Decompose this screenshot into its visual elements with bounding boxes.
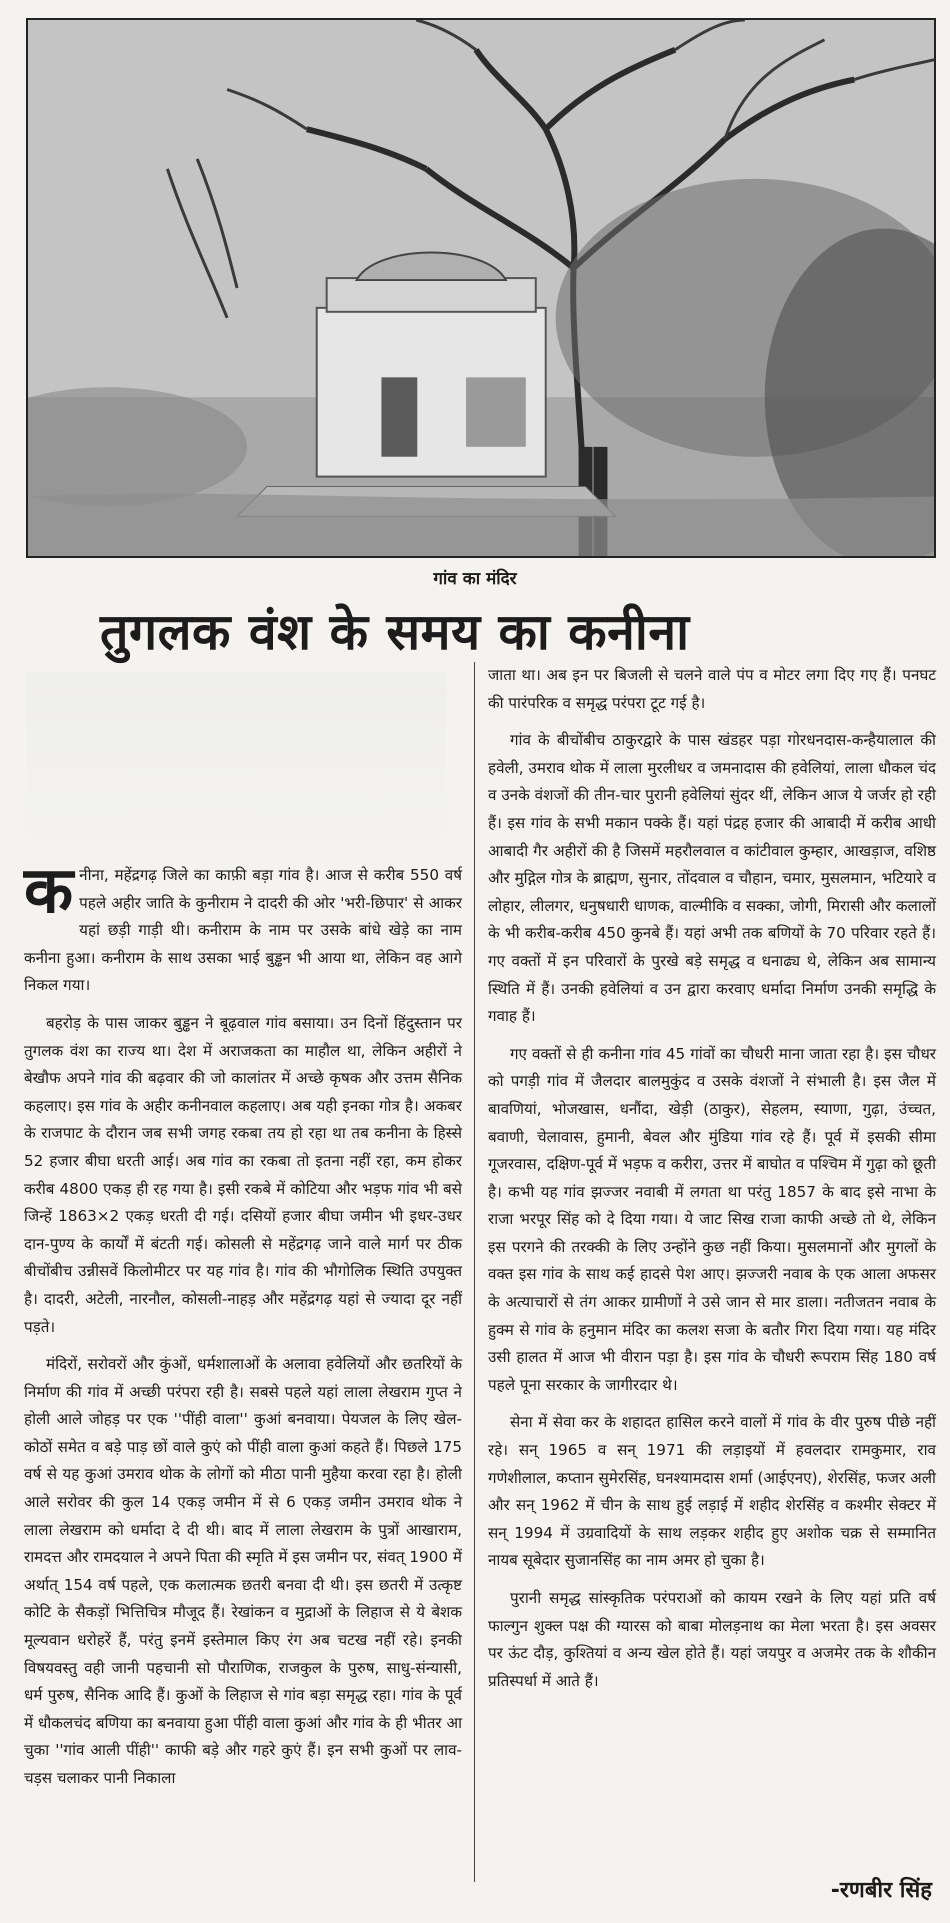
temple-photo (26, 18, 936, 558)
column-divider (474, 662, 475, 1882)
article-paragraph: गांव के बीचोंबीच ठाकुरद्वारे के पास खंडहर पड़ा गोरधनदास-कन्हैयालाल की हवेली, उमराव थोक में लाला मुरलीधर व जमनादास की हवेलियां, लाला धौकल चंद व उनके वंशजों की तीन-चार पुरानी हवेलियां सुंदर थीं, लेकिन आज ये जर्जर हो रही हैं। इस गांव के सभी मकान पक्के हैं। यहां पंद्रह हजार की आबादी में करीब आधी आबादी गैर अहीरों की है जिसमें महरौलवाल व कांटीवाल कुम्हार, आखड़ाज, वशिष्ठ और मुद्गिल गोत्र के ब्राह्मण, सुनार, तोंदवाल व चौहान, चमार, मुसलमान, भटियारे व लोहार, लीलगर, धनुषधारी धाणक, वाल्मीकि व सक्का, जोगी, मिरासी और कलालों के भी करीब-करीब 450 कुनबे हैं। यहां अभी तक बणियों के 70 परिवार रहते हैं। गए वक्तों में इन परिवारों के पुरखे बड़े समृद्ध व धनाढ्य थे, लेकिन अब सामान्य स्थिति में हैं। उनकी हवेलियां व उन द्वारा करवाए धर्मादा निर्माण उनकी समृद्धि के गवाह हैं। (488, 731, 936, 1026)
article-paragraph: कनीना, महेंद्रगढ़ जिले का काफ़ी बड़ा गांव है। आज से करीब 550 वर्ष पहले अहीर जाति के कुनीराम ने दादरी की ओर 'भरी-छिपार' से आकर यहां छड़ी गाड़ी थी। कनीराम के नाम पर उसके बांधे खेड़े का नाम कनीना हुआ। कनीराम के साथ उसका भाई बुड्ढन भी आया था, लेकिन वह आगे निकल गया। (24, 854, 462, 995)
article-paragraph: जाता था। अब इन पर बिजली से चलने वाले पंप व मोटर लगा दिए गए हैं। पनघट की पारंपरिक व समृद्ध परंपरा टूट गई है। (488, 666, 936, 712)
article-paragraph: पुरानी समृद्ध सांस्कृतिक परंपराओं को कायम रखने के लिए यहां प्रति वर्ष फाल्गुन शुक्ल पक्ष की ग्यारस को बाबा मोलड़नाथ का मेला भरता है। इस अवसर पर ऊंट दौड़, कुश्तियां व अन्य खेल होते हैं। यहां जयपुर व अजमेर तक के शौकीन प्रतिस्पर्धा में आते हैं। (488, 1589, 936, 1690)
article-left-column (24, 854, 462, 1803)
article-byline: -रणबीर सिंह (830, 1878, 932, 1903)
temple-photo-illustration (28, 20, 934, 556)
article-paragraph: गए वक्तों से ही कनीना गांव 45 गांवों का चौधरी माना जाता रहा है। इस चौधर को पगड़ी गांव में जैलदार बालमुकुंद व उसके वंशजों ने संभाली है। इस जैल में बावणियां, भोजखास, धनौंदा, खेड़ी (ठाकुर), सेहलम, स्याणा, गुढ़ा, उंच्चत, बवाणी, चेलावास, हुमानी, बेवल और मुंडिया गांव रहे हैं। पूर्व में इसकी सीमा गूजरवास, दक्षिण-पूर्व में भड़फ व करीरा, उत्तर में बाघोत व पश्चिम में गुढ़ा को छूती है। कभी यह गांव झज्जर नवाबी में लगता था परंतु 1857 के बाद इसे नाभा के राजा भरपूर सिंह को दे दिया गया। ये जाट सिख राजा काफी अच्छे तो थे, लेकिन इस परगने की तरक्की के लिए उन्होंने कुछ नहीं किया। मुसलमानों और मुगलों के वक्त इस गांव के साथ कई हादसे पेश आए। झज्जरी नवाब के एक आला अफसर के अत्याचारों से तंग आकर ग्रामीणों ने उसे जान से मार डाला। नतीजतन नवाब के हुक्म से गांव के हनुमान मंदिर का कलश सजा के बतौर गिरा दिया गया। यह मंदिर उसी हालत में आज भी वीरान पड़ा है। इस गांव के चौधरी रूपराम सिंह 180 वर्ष पहले पूना सरकार के जागीरदार थे। (488, 1044, 936, 1394)
article-right-column (488, 662, 936, 1705)
drop-cap: क (24, 854, 74, 928)
article-paragraph: सेना में सेवा कर के शहादत हासिल करने वालों में गांव के वीर पुरुष पीछे नहीं रहे। सन् 1965 व सन् 1971 की लड़ाइयों में हवलदार रामकुमार, राव गणेशीलाल, कप्तान सुमेरसिंह, घनश्यामदास शर्मा (आईएनए), शेरसिंह, फजर अली और सन् 1962 में चीन के साथ हुई लड़ाई में शहीद शेरसिंह व कश्मीर सेक्टर में सन् 1994 में उग्रवादियों के साथ लड़कर शहीद हुए अशोक चक्र से सम्मानित नायब सूबेदार सुजानसिंह का नाम अमर हो चुका है। (488, 1413, 936, 1570)
faded-area (26, 672, 446, 852)
photo-caption: गांव का मंदिर (433, 569, 517, 589)
article-headline: तुगलक वंश के समय का कनीना (100, 603, 690, 661)
article-paragraph: बहरोड़ के पास जाकर बुड्ढन ने बूढ़वाल गांव बसाया। उन दिनों हिंदुस्तान पर तुगलक वंश का राज्य था। देश में अराजकता का माहौल था, लेकिन अहीरों ने बेखौफ अपने गांव की बढ़वार की जो कालांतर में अच्छे कृषक और उत्तम सैनिक कहलाए। इस गांव के अहीर कनीनवाल कहलाए। अब यही इनका गोत्र है। अकबर के राजपाट के दौरान जब सभी जगह रकबा तय हो रहा था तब कनीना के हिस्से 52 हजार बीघा धरती आई। अब गांव का रकबा तो इतना नहीं रहा, कम होकर करीब 4800 एकड़ ही रह गया है। इसी रकबे में कोटिया और भड़फ गांव भी बसे जिन्हें 1863×2 एकड़ धरती दी गई। दसियों हजार बीघा जमीन भी इधर-उधर दान-पुण्य के कार्यों में बंटती गई। कोसली से महेंद्रगढ़ जाने वाले मार्ग पर ठीक बीचोंबीच उन्नीसवें किलोमीटर पर यह गांव है। गांव की भौगोलिक स्थिति उपयुक्त है। दादरी, अटेली, नारनौल, कोसली-नाहड़ और महेंद्रगढ़ यहां से ज्यादा दूर नहीं पड़ते। (24, 1013, 462, 1336)
article-paragraph: मंदिरों, सरोवरों और कुंओं, धर्मशालाओं के अलावा हवेलियों और छतरियों के निर्माण की गांव में अच्छी परंपरा रही है। सबसे पहले यहां लाला लेखराम गुप्त ने होली आले जोहड़ पर एक ''पींही वाला'' कुआं बनवाया। पेयजल के लिए खेल-कोठों समेत व बड़े पाड़ छों वाले कुएं को पींही वाला कुआं कहते हैं। पिछले 175 वर्ष से यह कुआं उमराव थोक के लोगों को मीठा पानी मुहैया करवा रहा है। होली आले सरोवर की कुल 14 एकड़ जमीन में से 6 एकड़ जमीन उमराव थोक ने लाला लेखराम को धर्मादा दे दी थी। बाद में लाला लेखराम के पुत्रों आखाराम, रामदत्त और रामदयाल ने अपने पिता की स्मृति में इस जमीन पर, संवत् 1900 में अर्थात् 154 वर्ष पहले, एक कलात्मक छतरी बनवा दी थी। इस छतरी में उत्कृष्ट कोटि के सैकड़ों भित्तिचित्र मौजूद हैं। रेखांकन व मुद्राओं के लिहाज से ये बेशक मूल्यवान धरोहरें हैं, परंतु इनमें इस्तेमाल किए रंग अब चटख नहीं रहे। इनकी विषयवस्तु वही जानी पहचानी सो पौराणिक, राजकुल के पुरुष, साधु-संन्यासी, धर्म पुरुष, सैनिक आदि हैं। कुओं के लिहाज से गांव बड़ा समृद्ध रहा। गांव के पूर्व में धौकलचंद बणिया का बनवाया हुआ पींही वाला कुआं और गांव के ही भीतर आ चुका ''गांव आली पींही'' काफी बड़े और गहरे कुएं हैं। इन सभी कुओं पर लाव-चड़स चलाकर पानी निकाला (24, 1355, 462, 1787)
